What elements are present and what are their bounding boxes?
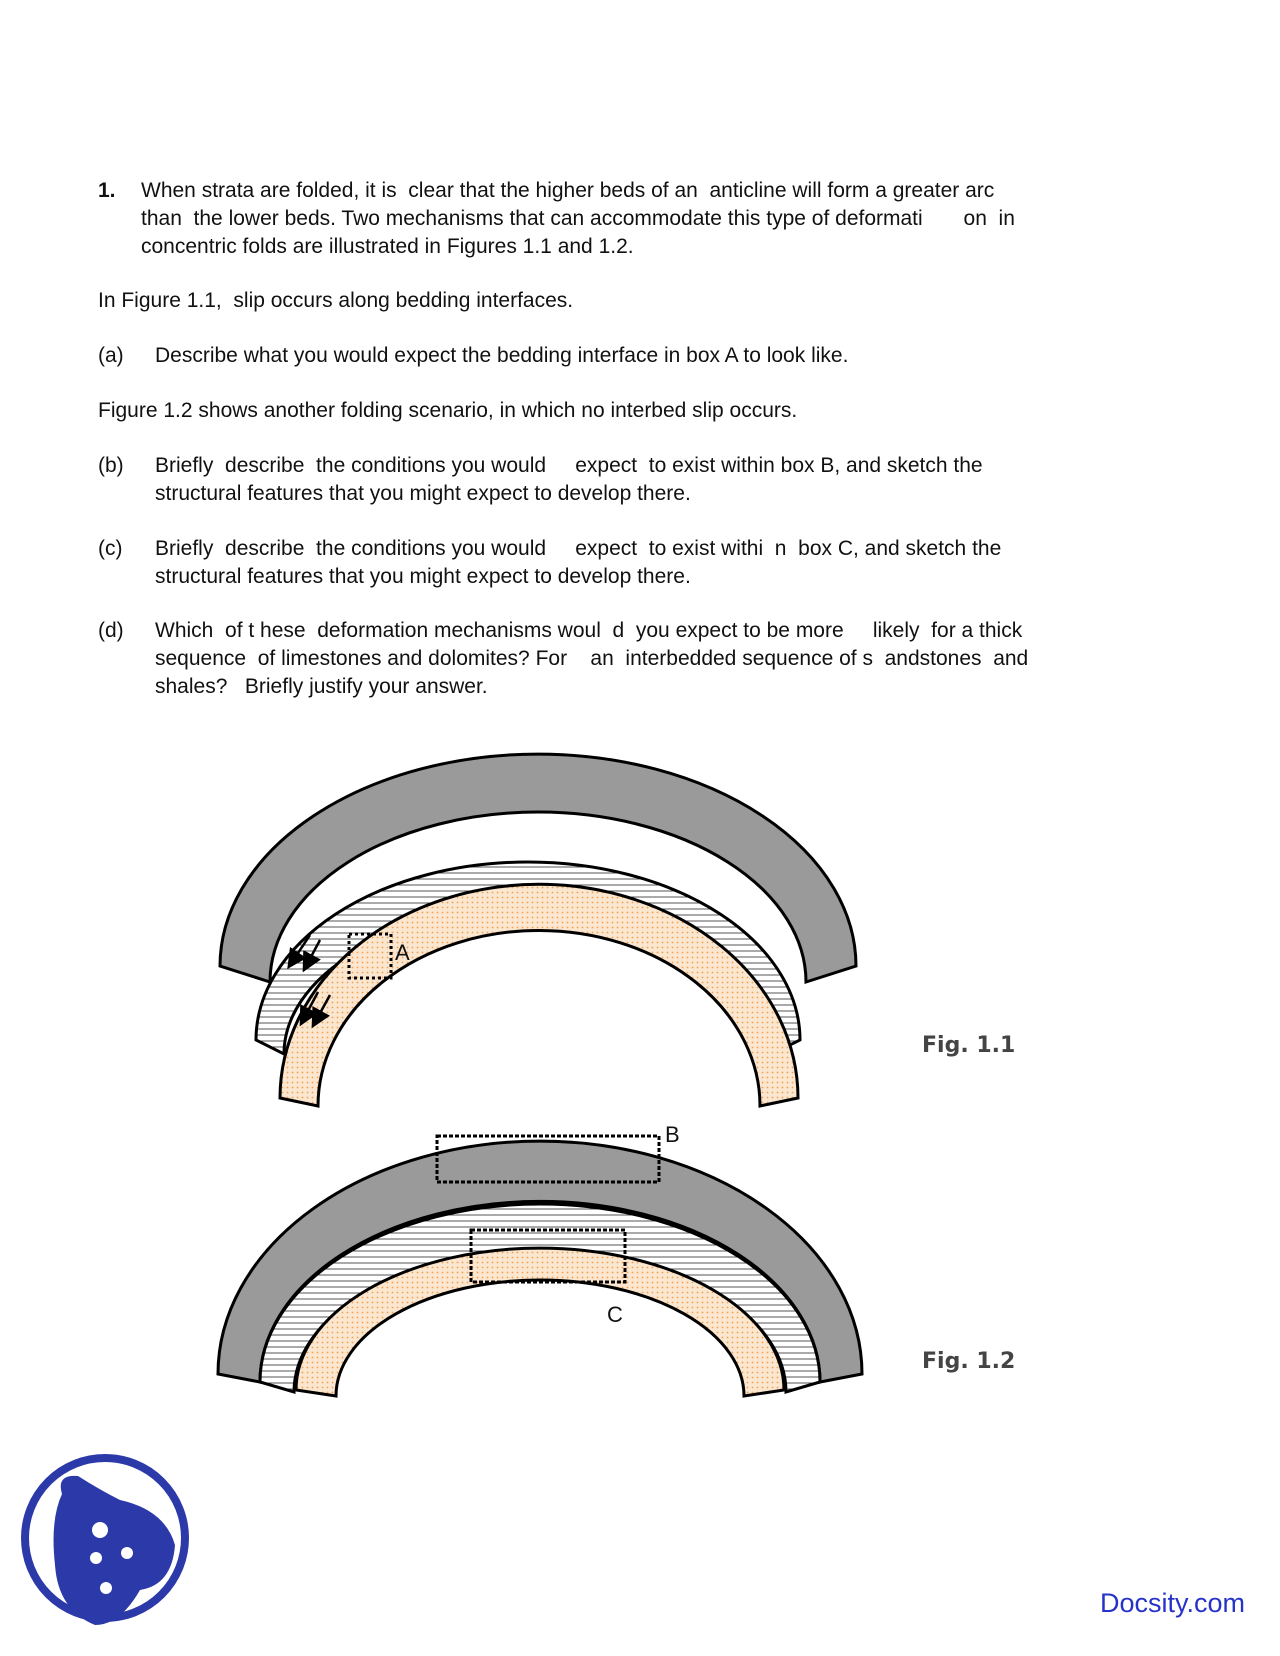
- box-a-label: A: [395, 940, 410, 965]
- intro-line-1: When strata are folded, it is clear that the higher beds of an anticline will form a greater arc: [141, 179, 995, 202]
- part-d-line-1: Which of t hese deformation mechanisms woul d you expect to be more likely for a thick: [155, 619, 1023, 642]
- fig11-statement: In Figure 1.1, slip occurs along bedding interfaces.: [98, 289, 574, 312]
- intro-line-2: than the lower beds. Two mechanisms that can accommodate this type of deformati on in: [141, 207, 1015, 230]
- part-a-line-1: Describe what you would expect the bedding interface in box A to look like.: [155, 344, 849, 367]
- part-b-line-2: structural features that you might expect to develop there.: [155, 482, 691, 505]
- part-b-label: (b): [98, 454, 124, 477]
- question-number: 1.: [98, 179, 116, 202]
- part-c-label: (c): [98, 537, 123, 560]
- part-d-line-2: sequence of limestones and dolomites? For an interbedded sequence of s andstones and: [155, 647, 1029, 670]
- part-d-label: (d): [98, 619, 124, 642]
- fig11-label: Fig. 1.1: [922, 1033, 1016, 1058]
- docsity-logo-icon: [25, 1458, 185, 1625]
- part-b-line-1: Briefly describe the conditions you would expect to exist within box B, and sketch the: [155, 454, 983, 477]
- figure-1-2: [218, 1122, 1015, 1396]
- part-a-label: (a): [98, 344, 124, 367]
- fig12-label: Fig. 1.2: [922, 1349, 1016, 1374]
- part-d-line-3: shales? Briefly justify your answer.: [155, 675, 488, 698]
- intro-line-3: concentric folds are illustrated in Figures 1.1 and 1.2.: [141, 235, 634, 258]
- fig12-statement: Figure 1.2 shows another folding scenario, in which no interbed slip occurs.: [98, 399, 798, 422]
- docsity-brand-link[interactable]: Docsity.com: [1100, 1588, 1246, 1618]
- figure-1-1: [220, 754, 1015, 1106]
- part-c-line-2: structural features that you might expect to develop there.: [155, 565, 691, 588]
- box-b-label: B: [665, 1122, 680, 1147]
- box-c-label: C: [607, 1302, 623, 1327]
- part-c-line-1: Briefly describe the conditions you would expect to exist withi n box C, and sketch the: [155, 537, 1002, 560]
